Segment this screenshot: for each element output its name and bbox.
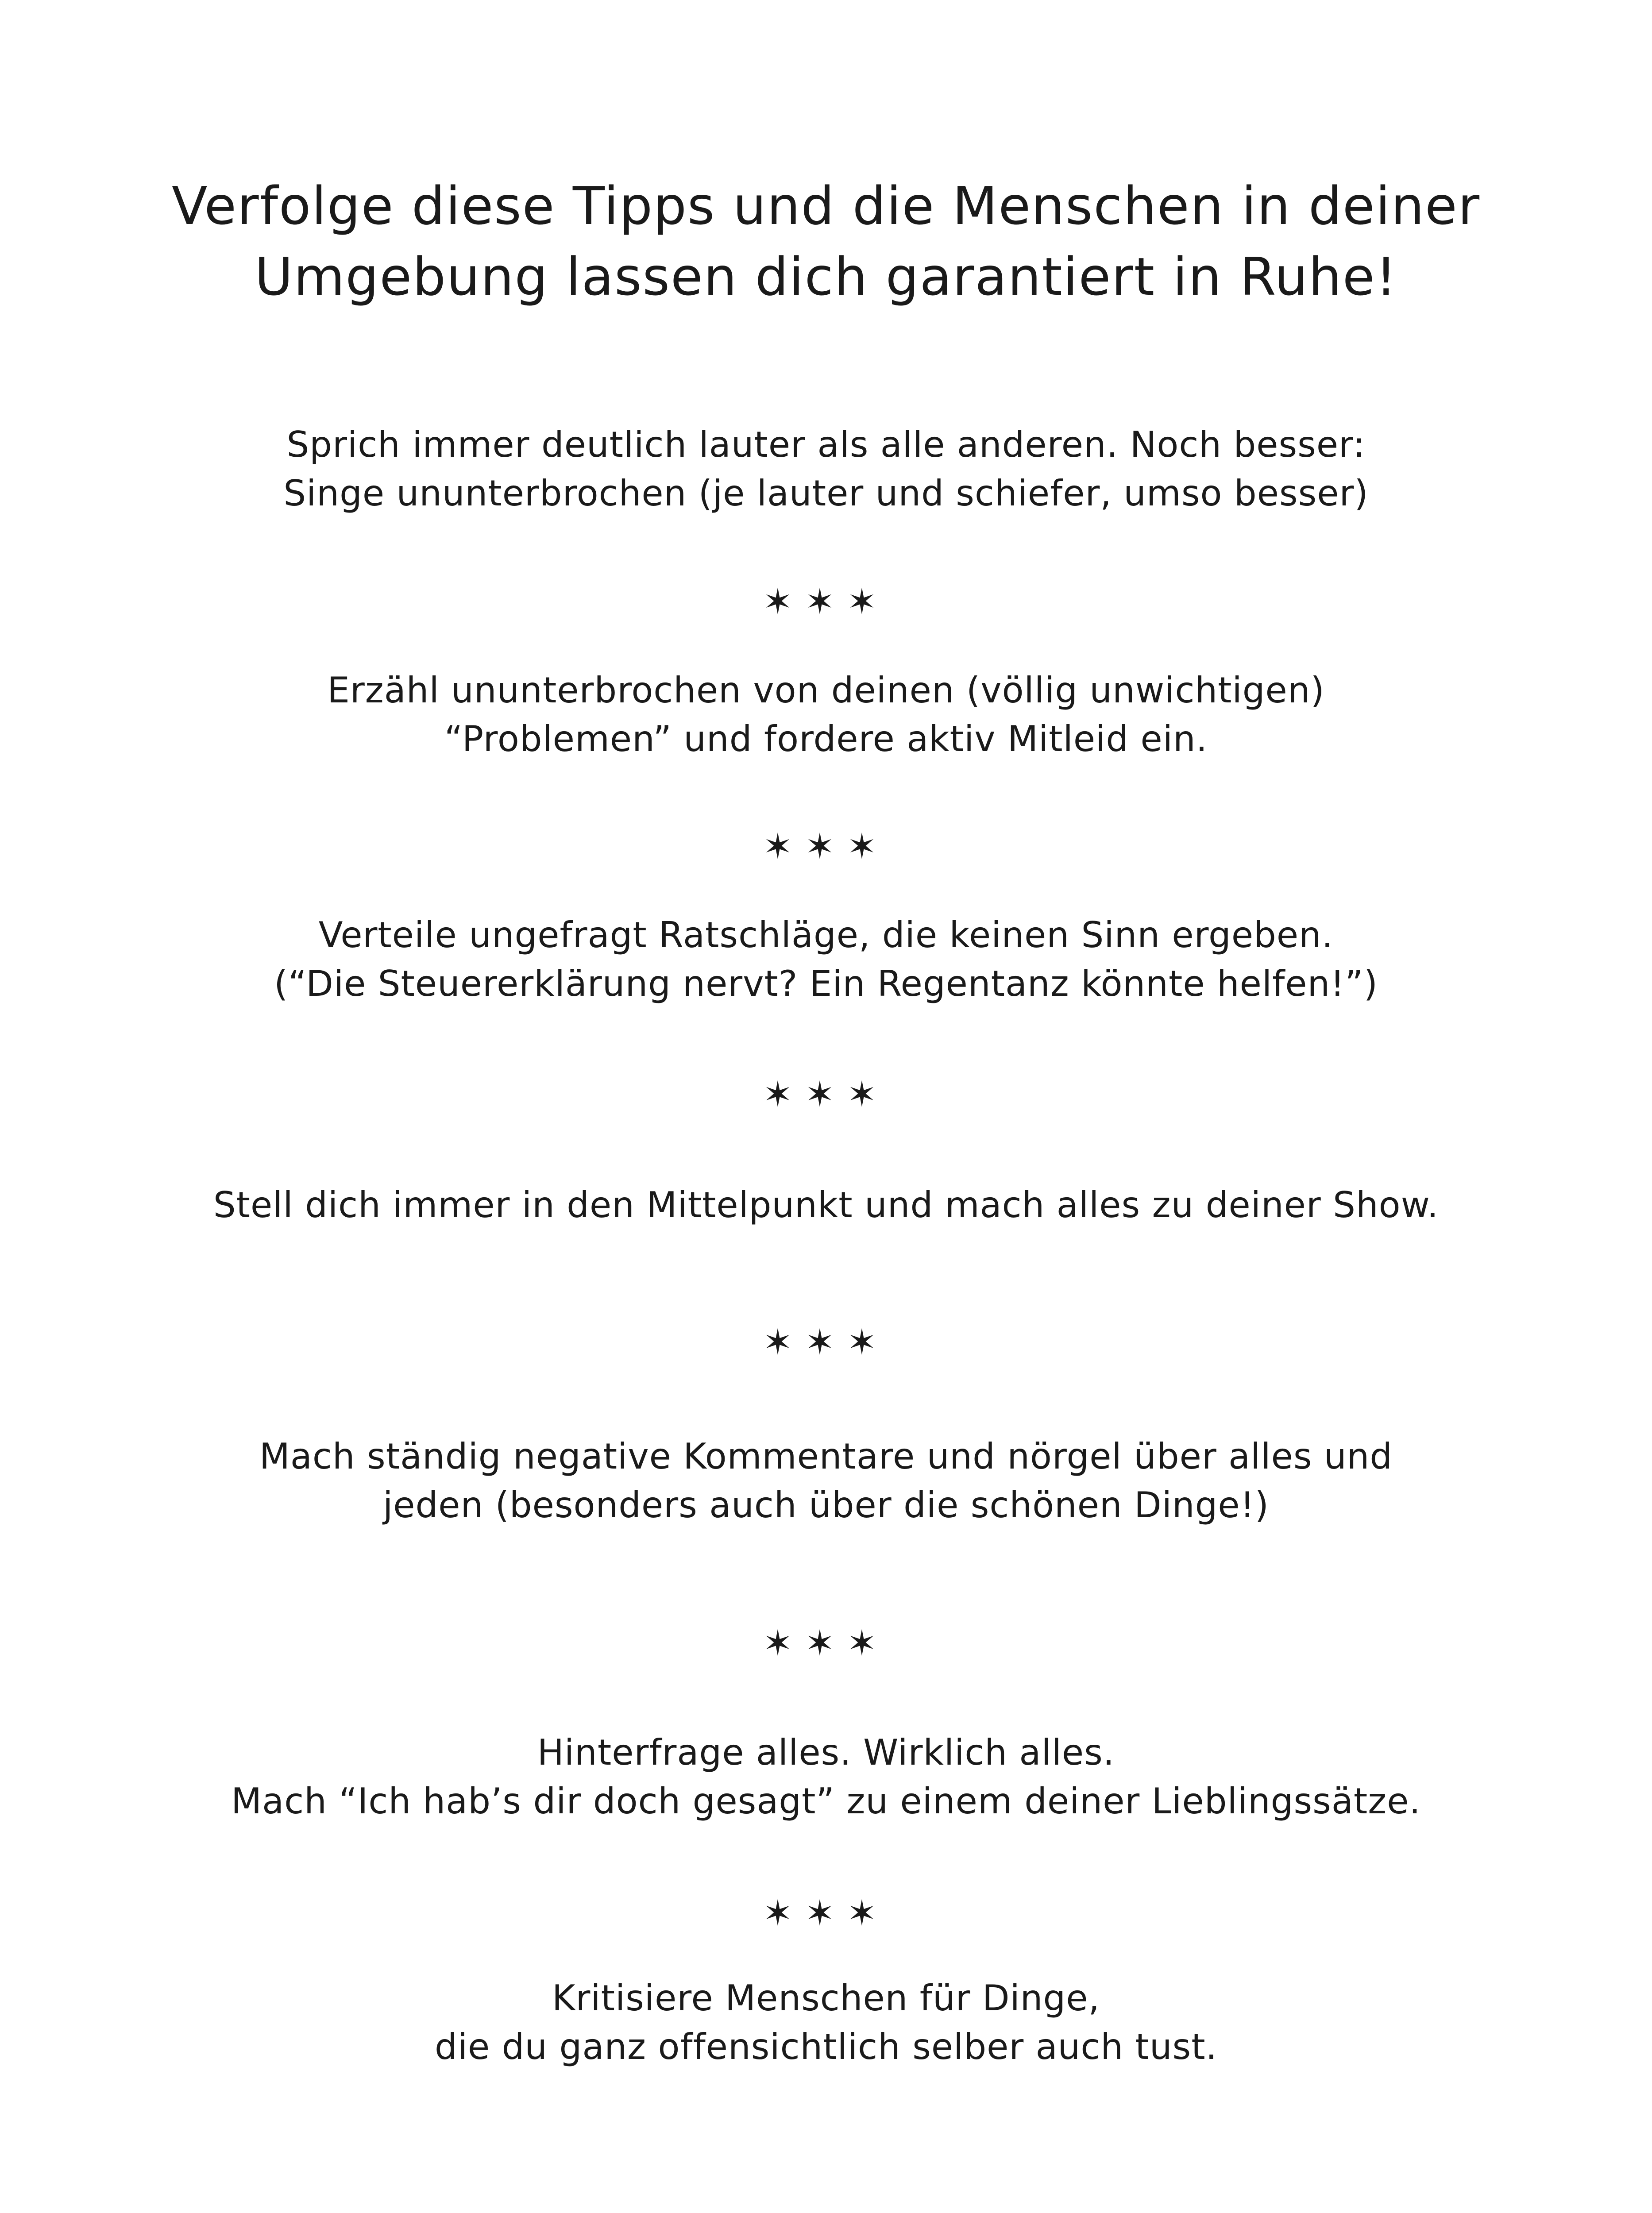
tip-1-line-1: Sprich immer deutlich lauter als alle anderen. Noch besser: bbox=[286, 424, 1366, 465]
tip-3-line-1: Verteile ungefragt Ratschläge, die keinen Sinn ergeben. bbox=[318, 914, 1334, 956]
tip-5-line-1: Mach ständig negative Kommentare und nörgel über alles und bbox=[259, 1436, 1393, 1477]
tip-7-line-2: die du ganz offensichtlich selber auch tust. bbox=[434, 2026, 1218, 2067]
tip-3 bbox=[0, 911, 1652, 1008]
tip-4-line-1: Stell dich immer in den Mittelpunkt und mach alles zu deiner Show. bbox=[213, 1184, 1439, 1226]
tip-7 bbox=[0, 1974, 1652, 2071]
tip-2-line-2: “Problemen” und fordere aktiv Mitleid ein. bbox=[444, 718, 1208, 760]
tip-3-line-2: (“Die Steuererklärung nervt? Ein Regentanz könnte helfen!”) bbox=[274, 963, 1378, 1004]
tip-2-line-1: Erzähl ununterbrochen von deinen (völlig unwichtigen) bbox=[327, 670, 1325, 711]
tip-6-line-1: Hinterfrage alles. Wirklich alles. bbox=[537, 1732, 1115, 1773]
tip-6-line-2: Mach “Ich hab’s dir doch gesagt” zu einem deiner Lieblingssätze. bbox=[231, 1781, 1421, 1822]
star-divider-3: ✶✶✶ bbox=[763, 1074, 889, 1115]
tip-1 bbox=[0, 420, 1652, 518]
tip-1-line-2: Singe ununterbrochen (je lauter und schiefer, umso besser) bbox=[283, 473, 1369, 514]
tip-4 bbox=[0, 1181, 1652, 1230]
page-title-line-2: Umgebung lassen dich garantiert in Ruhe! bbox=[255, 246, 1397, 307]
tip-7-line-1: Kritisiere Menschen für Dinge, bbox=[552, 1978, 1100, 2019]
page-title-line-1: Verfolge diese Tipps und die Menschen in deiner bbox=[171, 175, 1481, 236]
star-divider-6: ✶✶✶ bbox=[763, 1893, 889, 1934]
page-title bbox=[0, 170, 1652, 312]
star-divider-4: ✶✶✶ bbox=[763, 1322, 889, 1363]
tip-2 bbox=[0, 666, 1652, 763]
tip-5-line-2: jeden (besonders auch über die schönen Dinge!) bbox=[383, 1484, 1269, 1526]
star-divider-5: ✶✶✶ bbox=[763, 1623, 889, 1664]
tip-5 bbox=[0, 1432, 1652, 1530]
star-divider-1: ✶✶✶ bbox=[763, 581, 889, 622]
tip-6 bbox=[0, 1728, 1652, 1826]
star-divider-2: ✶✶✶ bbox=[763, 826, 889, 867]
